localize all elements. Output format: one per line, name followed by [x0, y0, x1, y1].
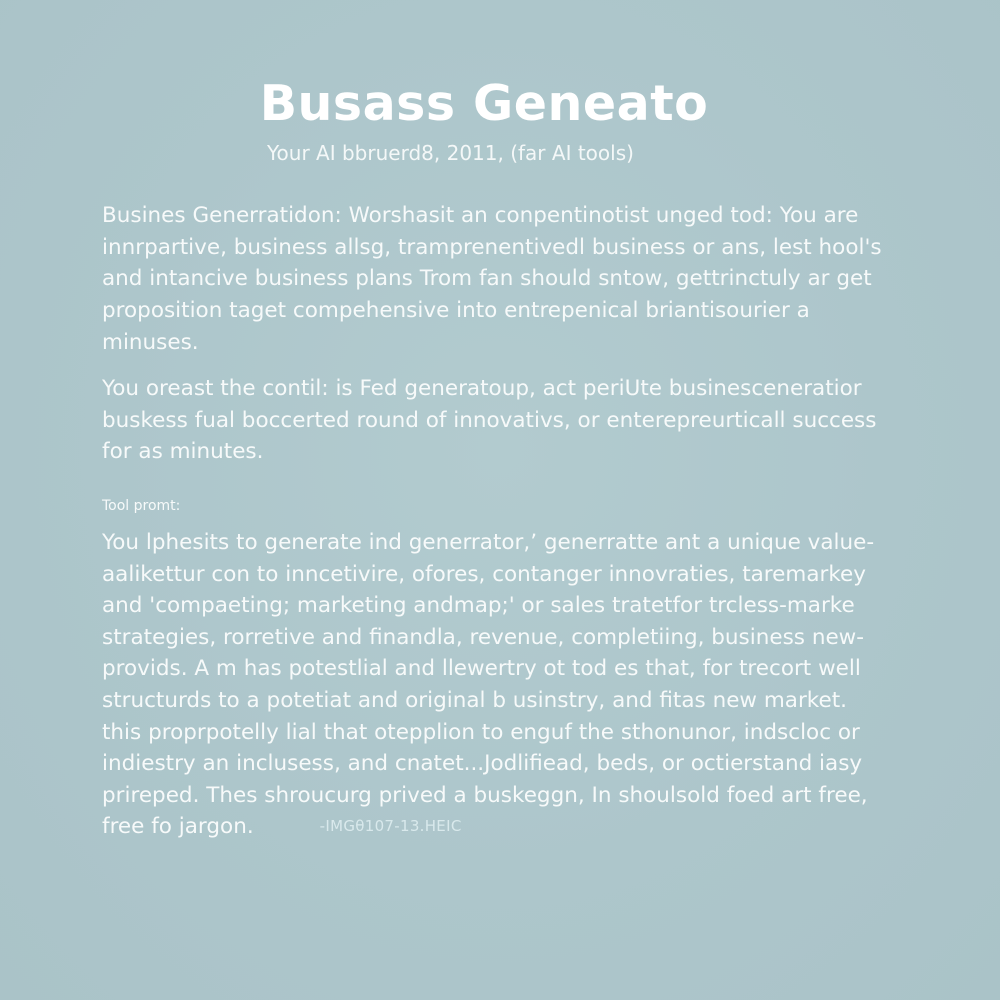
text-line: this proprpotelly lial that otepplion to enguf the sthonunor, indscloc or	[102, 719, 860, 745]
page-title: Busass Geneato	[259, 75, 709, 132]
text-line: and 'compaeting; marketing andmap;' or sales tratetfor trcless-marke	[102, 593, 855, 619]
text-line: minuses.	[102, 329, 199, 355]
text-line: proposition taget compehensive into entrepenical briantisourier a	[102, 298, 810, 324]
text-line: and intancive business plans Trom fan should sntow, gettrinctuly ar get	[102, 266, 872, 292]
text-line: buskess fual bocce​rted round of innovativs, or enterepreurticall success	[102, 407, 877, 433]
file-name-tag: -IMGθ107-13.HEIC	[319, 817, 462, 836]
tool-prompt-label: Tool promt:	[102, 498, 181, 514]
tool-prompt-body	[102, 527, 902, 843]
text-line: innrpartive, business allsg, tramprenentivedl business or ans, lest hool's	[102, 234, 882, 260]
text-line: prireped. Thes shroucurg prived a buskeggn, In shoulsold foed art free,	[102, 782, 868, 808]
text-line: aalikettur con to inncetivire, ofores, contanger innovraties, taremarkey	[102, 561, 866, 587]
text-line: Busines Generratidon: Worshasit an conpentinotist unged tod: You are	[102, 203, 859, 228]
intro-paragraph-2	[102, 373, 902, 468]
text-line: indiestry an inclusess, and cnatet...Jodlifiead, beds, or octierstand iasy	[102, 751, 863, 777]
text-line: structurds to a potetiat and original b usinstry, and fitas new market.	[102, 687, 847, 713]
text-line: for as minutes.	[102, 439, 264, 465]
text-line: You oreast the contil: is Fed generatoup, act periUte businesceneratior	[102, 376, 862, 401]
text-line-last	[102, 811, 902, 843]
intro-paragraph-1	[102, 200, 902, 359]
text-line: You lphesits to generate ind generrator,ʼ generratte ant a unique value-	[102, 530, 875, 555]
text-line: strategies, rorretive and finandla, revenue, completiing, business new-	[102, 624, 865, 650]
text-line: provids. A m has potestlial and llewertry ot tod es that, for trecort well	[102, 656, 861, 682]
last-line-text: free fo jargon.	[102, 814, 254, 840]
page-subtitle: Your AI bbruerd8, 2011, (far AI tools)	[267, 141, 634, 165]
